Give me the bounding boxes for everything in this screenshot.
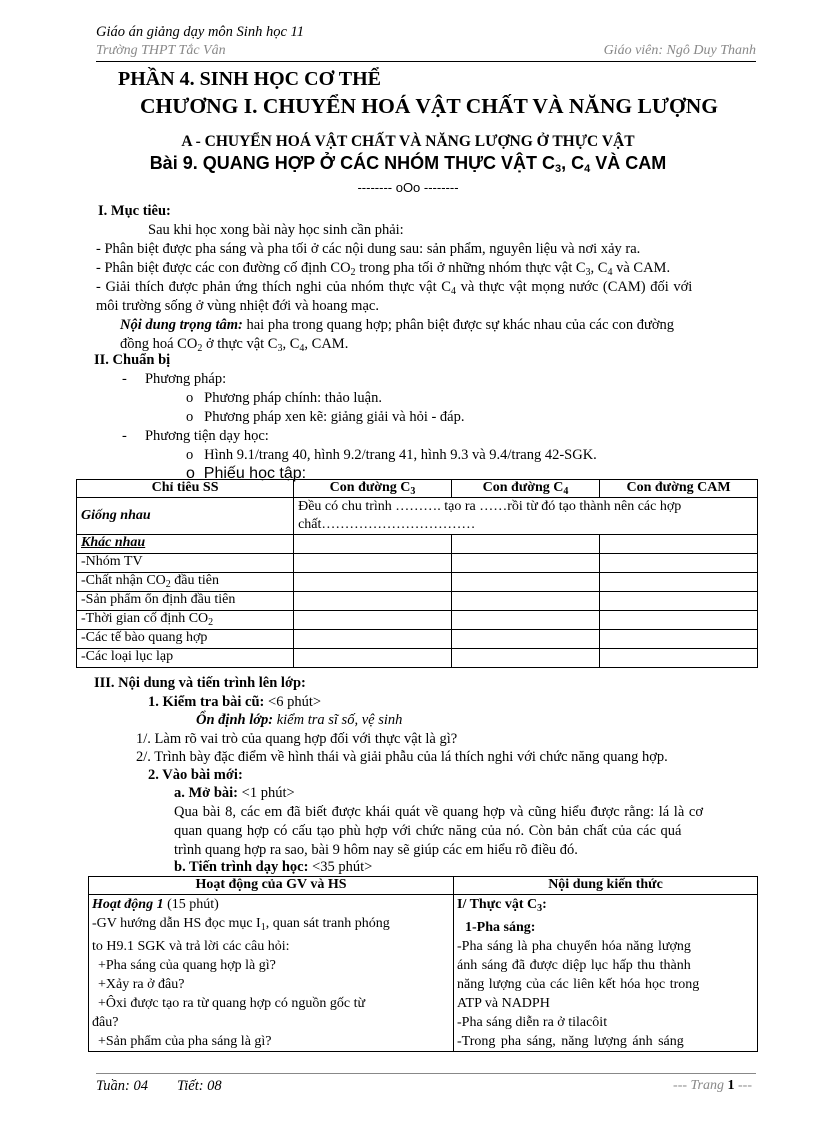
header-bar <box>96 43 756 62</box>
process-heading: III. Nội dung và tiến trình lên lớp: <box>94 675 306 691</box>
lesson-title: Bài 9. QUANG HỢP Ở CÁC NHÓM THỰC VẬT $C_3$, $C_4$ VÀ CAM <box>149 153 667 175</box>
header-teacher: Giáo viên: Ngô Duy Thanh <box>603 43 756 58</box>
opening-p1: Qua bài 8, các em đã biết được khái quát về quang hợp và cũng hiểu được rằng: lá là cơ <box>174 804 704 820</box>
opening-p2: quan quang hợp có cấu tạo phù hợp với chức năng của nó. Còn bản chất của các quá <box>174 823 682 839</box>
header-subject: Giáo án giảng dạy môn Sinh học 11 <box>96 24 304 40</box>
header-school: Trường THPT Tắc Vân <box>96 43 226 58</box>
col-c4: Con đường $C_4$ <box>452 480 600 498</box>
means-label: - Phương tiện dạy học: <box>122 428 269 444</box>
page-number: --- Trang 1 --- <box>673 1078 752 1093</box>
means-2: o Phiếu học tập: <box>186 465 307 482</box>
separator: -------- oOo -------- <box>357 180 459 195</box>
knowledge-title: I/ Thực vật $C_3$: <box>457 897 547 914</box>
new-lesson: 2. Vào bài mới: <box>148 767 243 783</box>
footer-period: Tiết: 08 <box>176 1078 222 1094</box>
activity-table <box>88 876 758 1052</box>
worksheet-table <box>76 479 758 668</box>
opening-p3: trình quang hợp ra sao, bài 9 hôm nay sẽ giúp các em hiểu rõ điều đó. <box>174 842 578 858</box>
same-label: Giống nhau <box>77 498 294 535</box>
same-text: Đều có chu trình ………. tạo ra ……rồi từ đó tạo thành nên các hợp chất…………………………… <box>294 498 758 535</box>
question-1: 1/. Làm rõ vai trò của quang hợp đối với thực vật là gì? <box>136 731 458 747</box>
table-row: -Thời gian cố định $CO_2$ <box>77 611 758 630</box>
method-1: o Phương pháp chính: thảo luận. <box>186 390 382 406</box>
preparation-heading: II. Chuẩn bị <box>94 352 171 368</box>
focus-content-cont: đồng hoá $CO_2$ ở thực vật $C_3$, $C_4$, CAM. <box>120 336 349 354</box>
opening: a. Mở bài: <1 phút> <box>174 785 295 801</box>
footer-info <box>96 1078 222 1095</box>
table-row: -Sản phẩm ổn định đầu tiên <box>77 592 758 611</box>
question-2: 2/. Trình bày đặc điểm về hình thái và giải phẫu của lá thích nghi với chức năng quang hợp. <box>136 749 668 765</box>
objectives-heading: I. Mục tiêu: <box>98 203 171 219</box>
footer-rule <box>96 1073 756 1074</box>
diff-label: Khác nhau <box>77 535 294 554</box>
section-title: A - CHUYỂN HOÁ VẬT CHẤT VÀ NĂNG LƯỢNG Ở THỰC VẬT <box>181 133 635 150</box>
knowledge-subtitle: 1-Pha sáng: <box>465 920 536 935</box>
class-stabilize: Ổn định lớp: kiểm tra sĩ số, vệ sinh <box>196 712 403 728</box>
objectives-intro: Sau khi học xong bài này học sinh cần phải: <box>148 222 404 238</box>
table-row: -Nhóm TV <box>77 554 758 573</box>
objective-3-cont: môi trường sống ở vùng nhiệt đới và hoang mạc. <box>96 298 379 314</box>
teaching-process: b. Tiến trình dạy học: <35 phút> <box>174 859 373 875</box>
focus-content: Nội dung trọng tâm: hai pha trong quang hợp; phân biệt được sự khác nhau của các con đường <box>120 317 674 333</box>
table-row: -Các loại lục lạp <box>77 649 758 668</box>
means-1: o Hình 9.1/trang 40, hình 9.2/trang 41, hình 9.3 và 9.4/trang 42-SGK. <box>186 447 597 463</box>
method-2: o Phương pháp xen kẽ: giảng giải và hỏi - đáp. <box>186 409 465 425</box>
old-lesson-check: 1. Kiểm tra bài cũ: <6 phút> <box>148 694 322 710</box>
activity-cell: Hoạt động 1 (15 phút) -GV hướng dẫn HS đọc mục $I_1$, quan sát tranh phóng to H9.1 SGK và trả lời các câu hỏi: +Pha sáng của quang hợp là gì? +Xảy ra ở đâu? +Ôxi được tạo ra từ quang hợp có nguồn gốc từ đâu? +Sản phẩm của pha sáng là gì? <box>89 895 454 1052</box>
col-c3: Con đường $C_3$ <box>294 480 452 498</box>
table-row: -Các tế bào quang hợp <box>77 630 758 649</box>
col-cam: Con đường CAM <box>600 480 758 498</box>
table-row: -Chất nhận $CO_2$ đầu tiên <box>77 573 758 592</box>
col-criteria: Chỉ tiêu SS <box>77 480 294 498</box>
footer-week: Tuần: 04 <box>96 1078 148 1094</box>
activity-label: Hoạt động 1 (15 phút) <box>92 897 219 912</box>
chapter-title: CHƯƠNG I. CHUYỂN HOÁ VẬT CHẤT VÀ NĂNG LƯỢNG <box>140 94 718 118</box>
col-knowledge: Nội dung kiến thức <box>454 877 758 895</box>
objective-1: - Phân biệt được pha sáng và pha tối ở các nội dung sau: sản phẩm, nguyên liệu và nơi xảy ra. <box>96 241 641 257</box>
col-activity: Hoạt động của GV và HS <box>89 877 454 895</box>
method-label: - Phương pháp: <box>122 371 227 387</box>
objective-3: - Giải thích được phản ứng thích nghi của nhóm thực vật $C_4$ và thực vật mọng nước (CAM) đối với <box>96 279 693 297</box>
knowledge-cell: I/ Thực vật $C_3$: 1-Pha sáng: -Pha sáng là pha chuyển hóa năng lượng ánh sáng đã được diệp lục hấp thu thành năng lượng của các liên kết hóa học trong ATP và NADPH -Pha sáng diễn ra ở tilacôit -Trong pha sáng, năng lượng ánh sáng <box>454 895 758 1052</box>
part-title: PHẦN 4. SINH HỌC CƠ THỂ <box>118 68 381 90</box>
objective-2: - Phân biệt được các con đường cố định $CO_2$ trong pha tối ở những nhóm thực vật $C_3$, $C_4$ và CAM. <box>96 260 671 278</box>
